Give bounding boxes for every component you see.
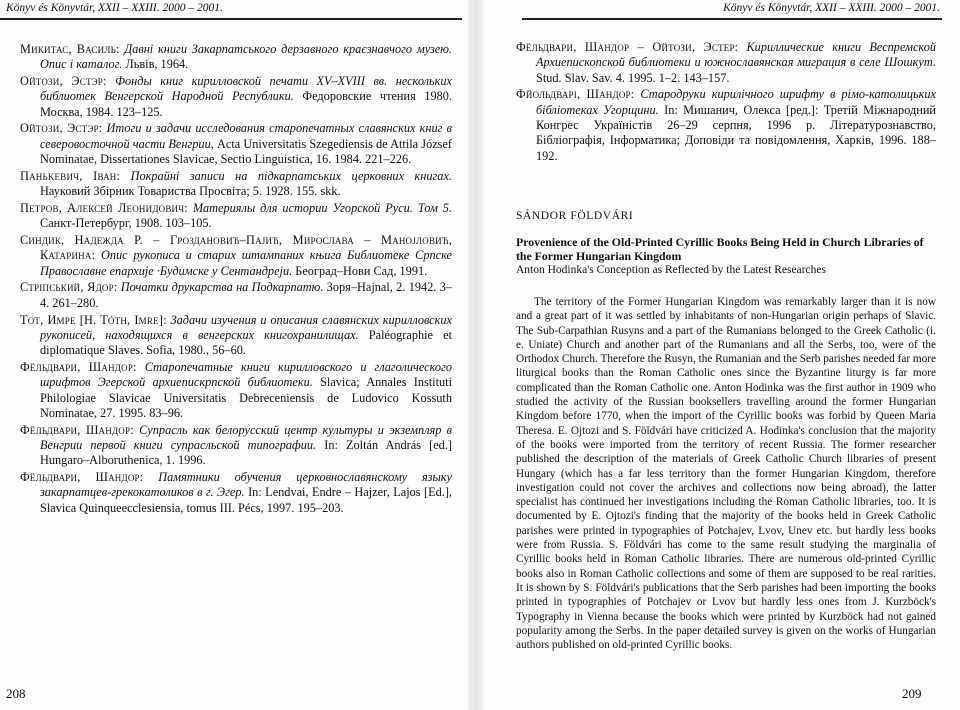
right-page xyxy=(482,0,960,710)
article-subtitle: Anton Hodinka's Conception as Reflected by the Latest Researches xyxy=(516,264,826,276)
reference-entry xyxy=(516,40,936,86)
reference-entry xyxy=(20,313,452,359)
ref-title: Старопечатные книги кирилловского и глаголического шрифтов Эгерской архиепискрпской библиотеки. xyxy=(40,359,453,390)
reference-entry xyxy=(20,74,452,120)
ref-author: Стрiпський, Ядор: xyxy=(20,280,118,295)
ref-author: Фёльдвари, Шандор: xyxy=(20,422,134,437)
ref-details: Науковий Збірник Товариства Просвіта; 5. 1928. 155. skk. xyxy=(40,184,341,199)
ref-details: In: Мишанич, Олекса [ред.]: Третій Міжнародний Конгрес Україністів 26–29 серпня, 1996 р. Літературознавство, Бібліографія, Інформатика; Доповіди та повідомлення, Харків, 1996. 188–192. xyxy=(536,102,936,163)
ref-title: Материялы для истории Угорской Руси. Том 5. xyxy=(192,200,452,215)
ref-title: Початки друкарства на Подкарпатю. xyxy=(120,280,324,295)
ref-author: Паньkевич, Іван: xyxy=(20,168,121,183)
ref-details: Stud. Slav. Sav. 4. 1995. 1–2. 143–157. xyxy=(536,70,730,85)
article-author: SÁNDOR FÖLDVÁRI xyxy=(516,210,634,222)
ref-author: Синдик, Надежда Р. – Гроздановић–Пајић, Мирослава – Манојловић, Катарина: xyxy=(20,233,452,263)
running-header: Könyv és Könyvtár, XXII – XXIII. 2000 – 2001. xyxy=(6,2,223,14)
page-number: 208 xyxy=(6,686,26,701)
ref-details: Федоровские чтения 1980. Москва, 1984. 123–125. xyxy=(40,89,452,119)
ref-details: Acta Universitatis Szegediensis de Attila József Nominatae, Dissertationes Slavicae, Sectio Linguistica, 16. 1984. 221–226. xyxy=(40,136,453,167)
ref-title: Фонды книг кирилловской печати XV–XVIII вв. нескольких библиотек Венгерской Народной Республики. xyxy=(40,74,452,104)
reference-entry xyxy=(20,280,452,311)
ref-title: Покрайні записи на підкарпатських церковних книгах. xyxy=(130,168,452,183)
reference-entry xyxy=(20,233,452,279)
ref-title: Опис рукописа и старих штампаних књига Библиотеке Српске Православне епархије ·Будимске у Сентандреји. xyxy=(40,248,452,278)
ref-details: Slavica; Annales Instituti Philologiae Slavicae Universitatis Debreceniensis de Ludovico Kossuth Nominatae, 27. 1995. 83–96. xyxy=(40,375,452,420)
reference-entry xyxy=(20,470,452,516)
article-title: Provenience of the Old-Printed Cyrillic Books Being Held in Church Libraries of the Former Hungarian Kingdom xyxy=(516,235,924,263)
ref-title: Итоги и задачи исследования старопечатных славянских книг в северовосточной части Венгрии, xyxy=(40,121,452,151)
reference-entry xyxy=(20,423,452,469)
reference-entry xyxy=(20,121,452,167)
ref-details: In: Lendvai, Endre – Hajzer, Lajos [Ed.], Slavica Quinqueecclesiensia, tomus III. Pécs, 1997. 195–203. xyxy=(40,485,452,515)
article-abstract xyxy=(516,210,936,652)
ref-author: Микитас, Василь: xyxy=(20,42,120,56)
ref-title: Кириллические книги Веспремской Архиепископской библиотеки и южнославянская миграция в селе Шошкут. xyxy=(536,40,936,70)
ref-title: Задачи изучения и описания славянских кирилловских рукописей, находящихся в венгерских книгохранилищах. xyxy=(40,312,452,342)
ref-author: Ойтози, Эстэр: xyxy=(20,121,103,136)
reference-entry xyxy=(20,360,452,421)
ref-author: Фёльдвари, Шандор: xyxy=(20,359,137,374)
reference-list xyxy=(516,40,936,165)
ref-title: Памятники обучения церковнославянскому языку закарпатцев-грекокатоликов в г. Эгер. xyxy=(40,470,453,500)
header-rule xyxy=(522,18,942,20)
reference-entry xyxy=(20,201,452,232)
ref-author: Фйольдварі, Шандор: xyxy=(516,87,635,102)
ref-author: Петров, Алексей Леонидович: xyxy=(20,200,188,215)
page-number: 209 xyxy=(902,686,922,701)
ref-details: Львів, 1964. xyxy=(125,57,189,72)
reference-entry xyxy=(20,42,452,73)
ref-author: Фёльдвари, Шандор: xyxy=(20,470,144,485)
running-header: Könyv és Könyvtár, XXII – XXIII. 2000 – 2001. xyxy=(723,2,940,14)
reference-entry xyxy=(516,87,936,163)
ref-title: Давні книги Закарпатського дерзавного краєзнавчого музею. Опис і каталог. xyxy=(40,42,452,72)
reference-list xyxy=(20,42,452,517)
ref-details: Београд–Нови Сад, 1991. xyxy=(295,263,428,278)
ref-details: Paléographie et diplomatique Slaves. Sofia, 1980., 56–60. xyxy=(40,327,452,358)
left-page xyxy=(0,0,470,710)
ref-author: Тот, Имре [H. Tóth, Imre]: xyxy=(20,312,167,327)
reference-entry xyxy=(20,169,452,200)
ref-author: Ойтози, Эстэр: xyxy=(20,74,107,89)
header-rule xyxy=(0,18,462,20)
ref-author: Фёльдвари, Шандор – Ойтози, Эстер: xyxy=(516,40,739,54)
ref-details: Зоря–Hajnal, 2. 1942. 3–4. 261–280. xyxy=(40,280,452,310)
ref-title: Стародруки кирилічного шрифту в рімо-католицьких бібліотеках Угорщини. xyxy=(536,87,936,117)
abstract-body: The territory of the Former Hungarian Kingdom was remarkably larger than it is now and a great part of it was settled by inhabitants of non-Hungarian origin perhaps of Slavic. The Sub-Carpathian Rusyns and a part of the Rumanians belonged to the Greek Catholic (i. e. Uniate) Church and another part of the Rumanians and all the Serbs, too, were of the Orthodox Church. Therefore the Rusyn, the Rumanian and the Serb parishes needed far more liturgical books than the Roman Catholic ones since the Byzantine liturgy is far more complicated than the Roman Catholic one. Anton Hodinka was the first author in 1909 who studied the activity of the Russian booksellers travelling around the former Hungarian Kingdom before 1770, when the import of the Cyrillic books was forbid by Queen Maria Theresa. E. Ojtozi and S. Földvári have criticized A. Hodinka's conclusion that the majority of the books were imported from the territory of recent Russia. The former researcher published the description of the materials of Greek Catholic Church libraries of present Hungary (which has a far less territory than the former Hungarian Kingdom, therefore investigation could not cover the archives and collections now being abroad), the latter specialist has continued her investigations including the Roman Catholic libraries, too. It is documented by E. Ojtozi's finding that the majority of the books held in Greek Catholic parishes were printed in typographies of Potchajev, Lvov, Unev etc. but hardly less books were from Russia. S. Földvári has come to the same result studying the marginalia of Cyrillic books held in Roman Catholic libraries. There are numerous old-printed Cyrillic books also in Roman Catholic collections and some of them are supposed to be real rarities. It is shown by S. Földvári's publications that the Serb parishes had been importing the books printed in typographies of Potchajev or Lvov but hardly less ones from J. Kurzböck's Typography in Vienna because the books which were printed by Kurzböck had not gained popularity among the Serbs. In the paper detailed survey is given on the works of Hungarian authors published on old-printed Cyrillic books. xyxy=(516,296,936,652)
ref-details: Санкт-Петербург, 1908. 103–105. xyxy=(40,216,212,231)
ref-details: In: Zoltán András [ed.] Hungaro–Alboruthenica, 1. 1996. xyxy=(40,437,452,468)
ref-title: Супрасль как белорусский центр культуры и экземпляр в Венгрии первой книги супрасльской типографии. xyxy=(40,422,453,452)
